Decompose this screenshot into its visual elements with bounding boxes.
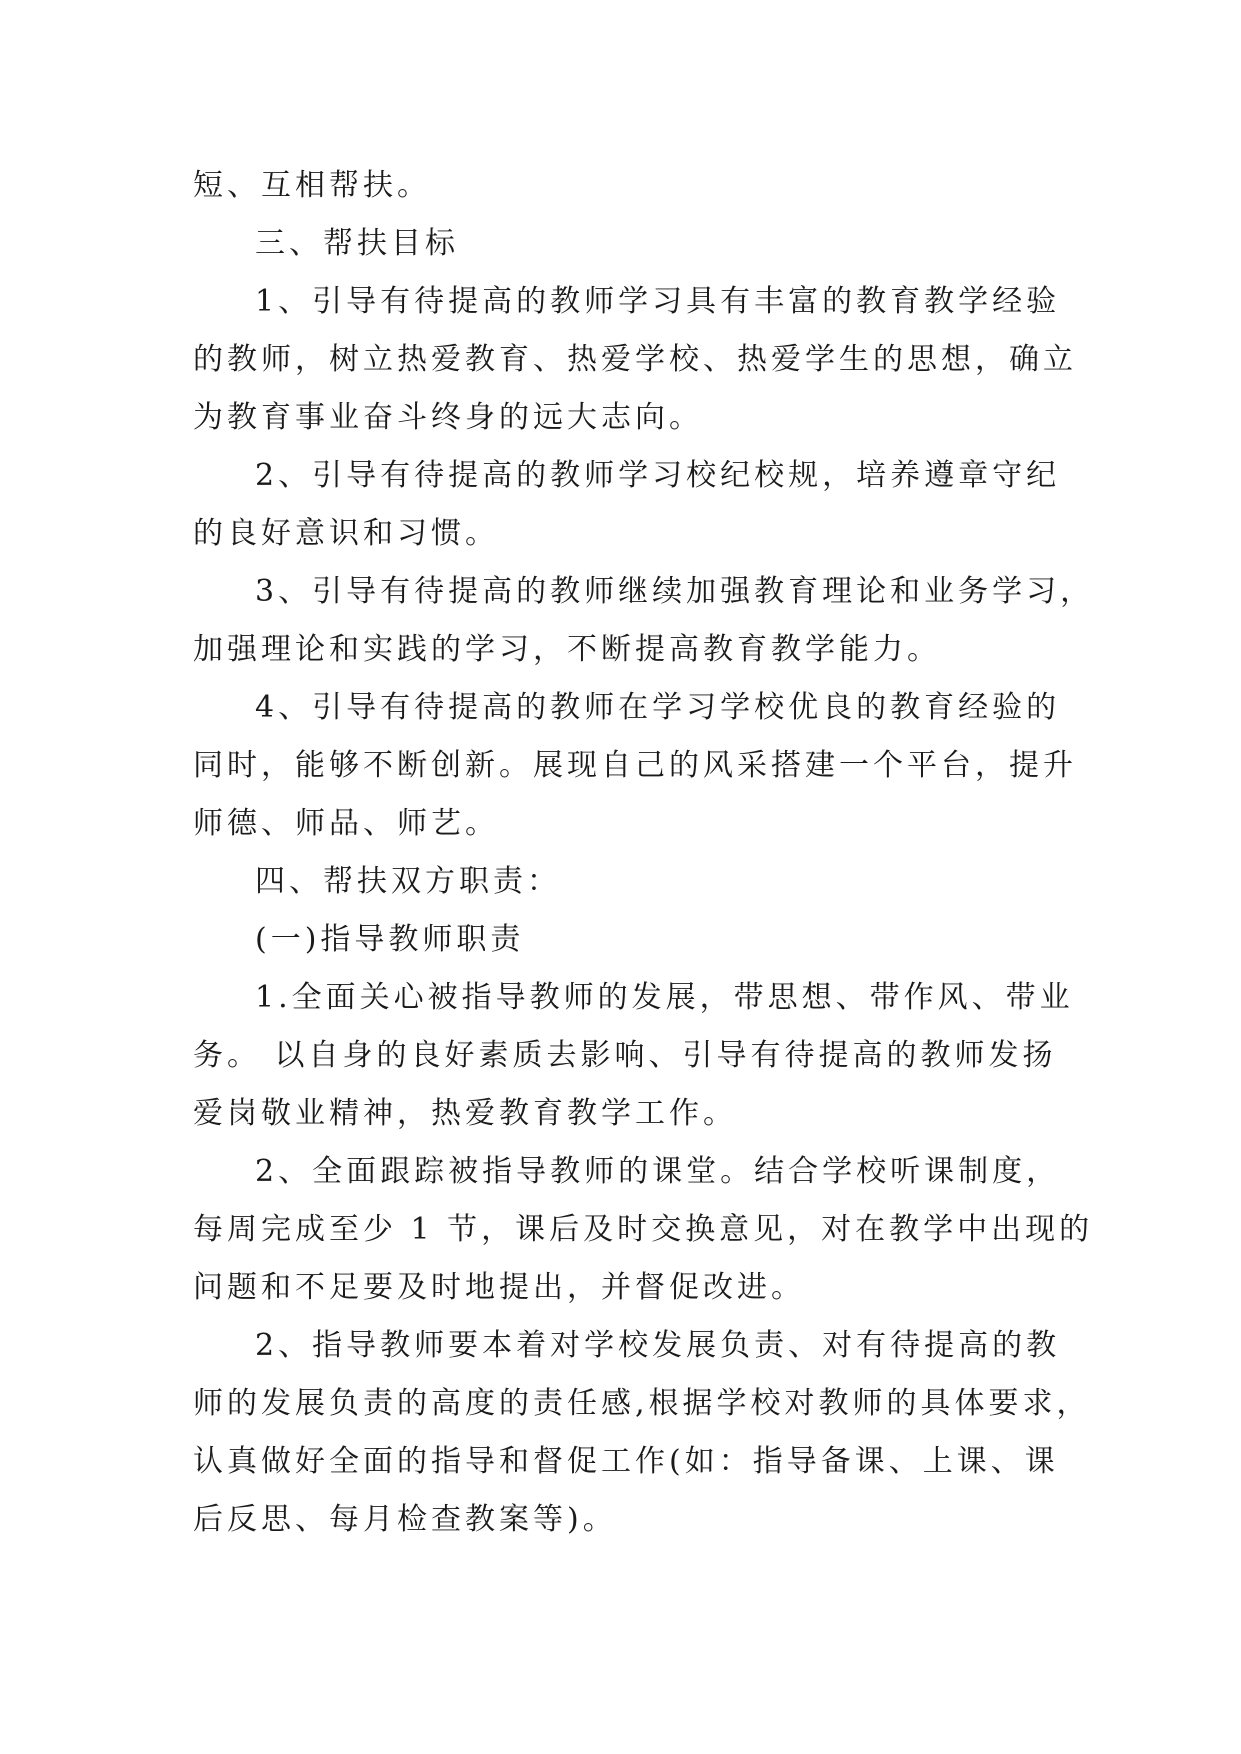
text-line: 加强理论和实践的学习，不断提高教育教学能力。	[193, 632, 941, 667]
text-line: 师的发展负责的高度的责任感,根据学校对教师的具体要求，	[193, 1386, 1091, 1421]
text-line: 同时，能够不断创新。展现自己的风采搭建一个平台，提升	[193, 748, 1077, 783]
text-line: 短、互相帮扶。	[193, 168, 431, 203]
text-line: 2、指导教师要本着对学校发展负责、对有待提高的教	[255, 1328, 1061, 1363]
text-line: 2、全面跟踪被指导教师的课堂。结合学校听课制度，	[255, 1154, 1061, 1189]
text-line: 3、引导有待提高的教师继续加强教育理论和业务学习，	[255, 574, 1095, 609]
text-line: 2、引导有待提高的教师学习校纪校规，培养遵章守纪	[255, 458, 1061, 493]
text-line: 每周完成至少 1 节，课后及时交换意见，对在教学中出现的	[193, 1212, 1094, 1247]
text-line: 爱岗敬业精神，热爱教育教学工作。	[193, 1096, 737, 1131]
text-line: 的良好意识和习惯。	[193, 516, 499, 551]
text-line: 的教师，树立热爱教育、热爱学校、热爱学生的思想，确立	[193, 342, 1077, 377]
text-line: 问题和不足要及时地提出，并督促改进。	[193, 1270, 805, 1305]
document-body	[193, 157, 1095, 1549]
section-heading: 四、帮扶双方职责：	[255, 864, 561, 899]
text-line: 师德、师品、师艺。	[193, 806, 499, 841]
text-line: 务。 以自身的良好素质去影响、引导有待提高的教师发扬	[193, 1038, 1057, 1073]
text-line: 为教育事业奋斗终身的远大志向。	[193, 400, 703, 435]
text-line: 1.全面关心被指导教师的发展，带思想、带作风、带业	[255, 980, 1074, 1015]
section-heading: 三、帮扶目标	[255, 226, 459, 261]
subsection-heading: (一)指导教师职责	[255, 922, 525, 957]
text-line: 后反思、每月检查教案等)。	[193, 1502, 617, 1537]
text-line: 1、引导有待提高的教师学习具有丰富的教育教学经验	[255, 284, 1061, 319]
text-line: 4、引导有待提高的教师在学习学校优良的教育经验的	[255, 690, 1061, 725]
text-line: 认真做好全面的指导和督促工作(如：指导备课、上课、课	[193, 1444, 1059, 1479]
